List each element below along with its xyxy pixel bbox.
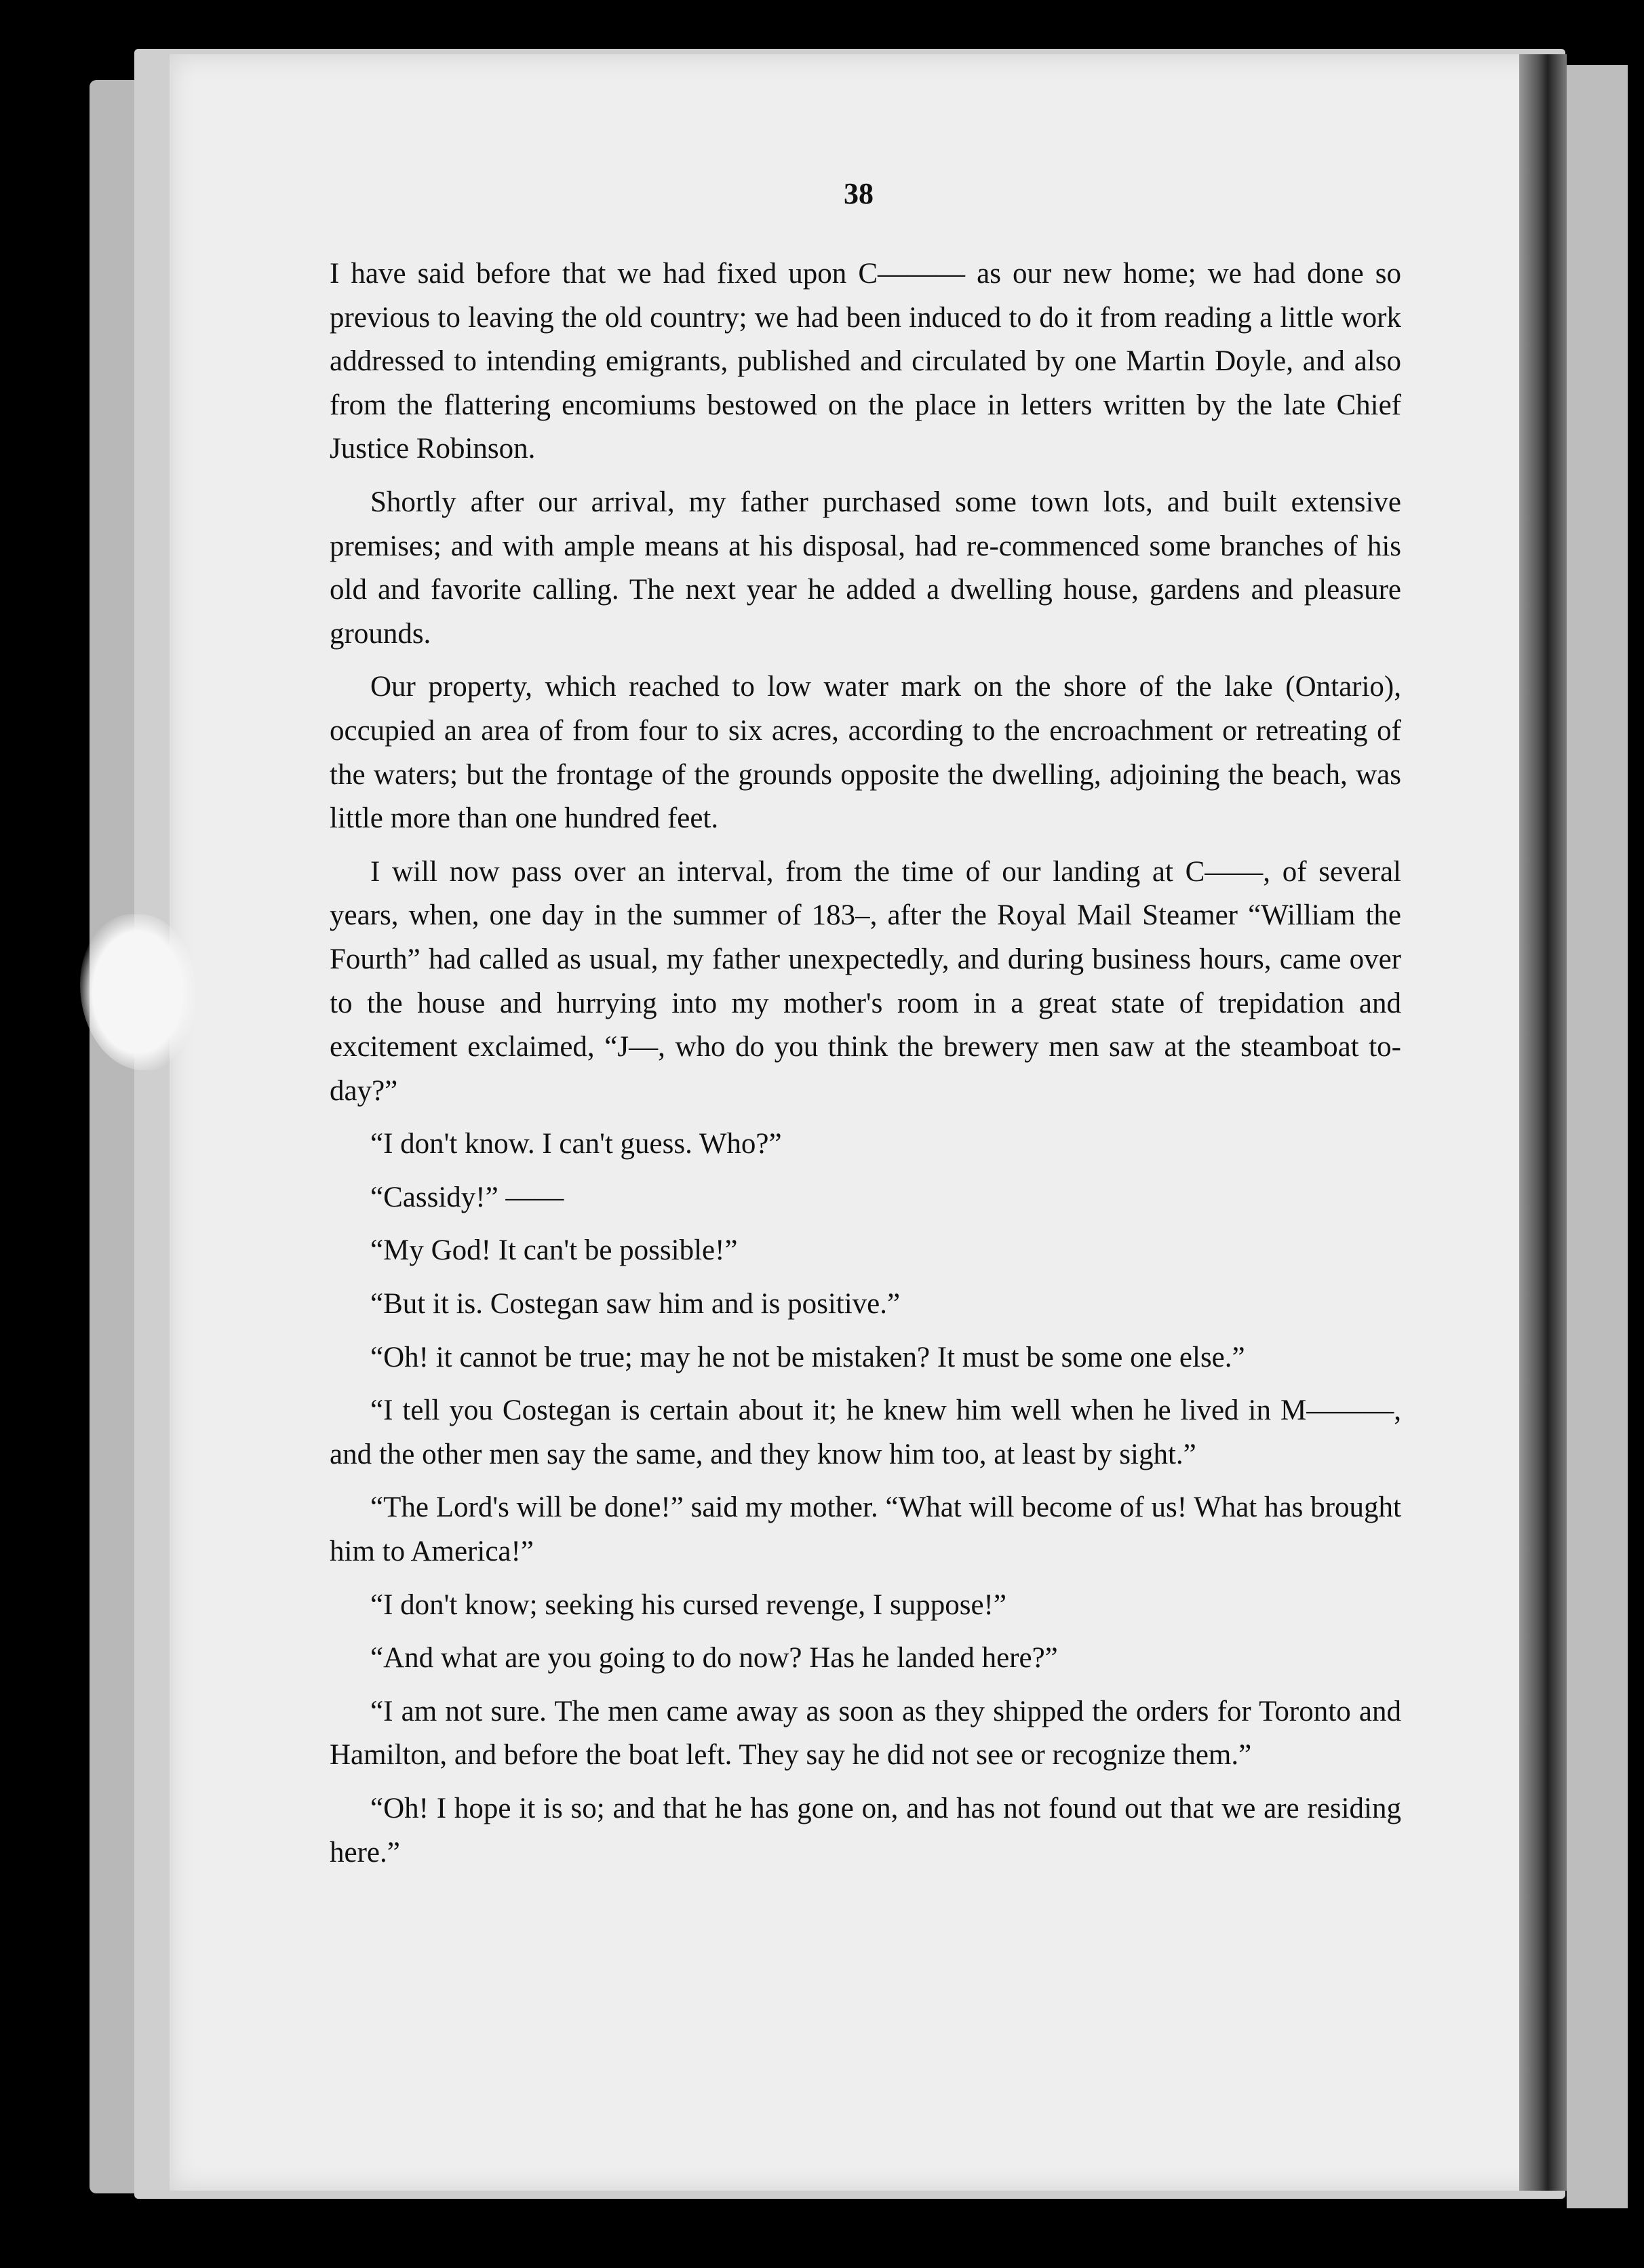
paragraph: Shortly after our arrival, my father purchased some town lots, and built extensive premises; and with ample means at his disposal, had re-commenced some branches of his old and favorite calling. The next year he added a dwelling house, gardens and pleasure grounds. bbox=[330, 486, 1401, 650]
paragraph: Our property, which reached to low water mark on the shore of the lake (Ontario), occupied an area of from four to six acres, according to the encroachment or retreating of the waters; but the frontage of the grounds opposite the dwelling, adjoining the beach, was little more than one hundred feet. bbox=[330, 671, 1401, 835]
dialogue-line: “My God! It can't be possible!” bbox=[370, 1234, 738, 1267]
dialogue-line: “Oh! it cannot be true; may he not be mistaken? It must be some one else.” bbox=[370, 1341, 1245, 1373]
dialogue-line: “I don't know; seeking his cursed revenge, I suppose!” bbox=[370, 1588, 1006, 1621]
paragraph: I will now pass over an interval, from the time of our landing at C——, of several years, when, one day in the summer of 183–, after the Royal Mail Steamer “William the Fourth” had called as usual, my father unexpectedly, and during business hours, came over to the house and hurrying into my mother's room in a great state of trepidation and excitement exclaimed, “J—, who do you think the brewery men saw at the steamboat to-day?” bbox=[330, 855, 1401, 1107]
dialogue-line: “I am not sure. The men came away as soon as they shipped the orders for Toronto and Hamilton, and before the boat left. They say he did not see or recognize them.” bbox=[330, 1695, 1401, 1772]
dialogue-line: “The Lord's will be done!” said my mother. “What will become of us! What has brought him to America!” bbox=[330, 1491, 1401, 1568]
dialogue-line: “Cassidy!” —— bbox=[370, 1181, 564, 1213]
dialogue-line: “I tell you Costegan is certain about it; he knew him well when he lived in M———, and the other men say the same, and they know him too, at least by sight.” bbox=[330, 1394, 1401, 1470]
dialogue-line: “Oh! I hope it is so; and that he has gone on, and has not found out that we are residing here.” bbox=[330, 1793, 1401, 1869]
facing-page-edge bbox=[1567, 65, 1628, 2208]
dialogue-line: “I don't know. I can't guess. Who?” bbox=[370, 1128, 782, 1160]
dialogue-line: “And what are you going to do now? Has he landed here?” bbox=[370, 1642, 1058, 1675]
paragraph: I have said before that we had fixed upon C——— as our new home; we had done so previous to leaving the old country; we had been induced to do it from reading a little work addressed to intending emigrants, published and circulated by one Martin Doyle, and also from the flattering encomiums bestowed on the place in letters written by the late Chief Justice Robinson. bbox=[330, 258, 1401, 465]
book-gutter bbox=[1519, 54, 1567, 2191]
dialogue-line: “But it is. Costegan saw him and is positive.” bbox=[370, 1288, 901, 1321]
body-text bbox=[330, 252, 1401, 1884]
page-number: 38 bbox=[844, 177, 874, 210]
